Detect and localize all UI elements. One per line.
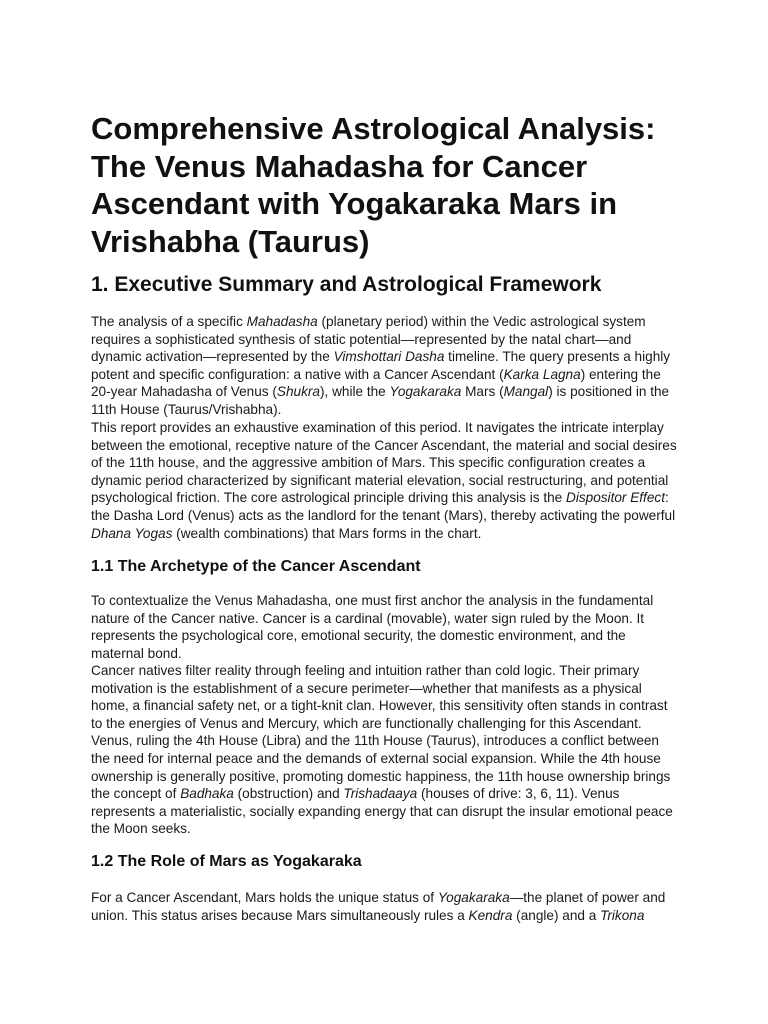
document-title: Comprehensive Astrological Analysis: The Venus Mahadasha for Cancer Ascendant with Yogakaraka Mars in Vrishabha (Taurus) <box>91 111 656 259</box>
text-run: —the planet of power and union. This status arises because Mars simultaneously rules a <box>91 890 666 923</box>
italic-term: Yogakaraka <box>389 384 462 400</box>
text-run: timeline. The query presents a highly potent and specific configuration: a native with a Cancer Ascendant ( <box>91 349 671 382</box>
paragraph <box>91 313 681 419</box>
subsection-heading-cancer-ascendant: 1.1 The Archetype of the Cancer Ascendant <box>91 558 421 575</box>
italic-term: Badhaka <box>180 786 234 802</box>
text-run: (wealth combinations) that Mars forms in the chart. <box>172 525 482 541</box>
paragraph <box>91 662 681 838</box>
text-run: (obstruction) and <box>233 786 344 802</box>
italic-term: Kendra <box>468 907 513 923</box>
text-run: For a Cancer Ascendant, Mars holds the unique status of <box>91 890 438 905</box>
italic-term: Shukra <box>276 384 320 400</box>
section-heading-executive-summary: 1. Executive Summary and Astrological Framework <box>91 273 602 296</box>
italic-term: Vimshottari Dasha <box>333 349 445 365</box>
text-run: Cancer natives filter reality through feeling and intuition rather than cold logic. Their primary motivation is the establishment of a secure perimeter—whether that manifests as a physical home, a financial safety net, or a tight-knit clan. However, this sensitivity often stands in contrast to the energies of Venus and Mercury, which are functionally challenging for this Ascendant. Venus, ruling the 4th House (Libra) and the 11th House (Taurus), introduces a conflict between the need for internal peace and the demands of external social expansion. While the 4th house ownership is generally positive, promoting domestic happiness, the 11th house ownership brings the concept of <box>91 663 671 802</box>
text-run: Mars ( <box>461 384 504 400</box>
text-run: The analysis of a specific <box>91 314 247 329</box>
italic-term: Karka Lagna <box>503 366 581 382</box>
text-run: (angle) and a <box>512 907 601 923</box>
text-run: : the Dasha Lord (Venus) acts as the landlord for the tenant (Mars), thereby activating the powerful <box>91 490 676 523</box>
italic-term: Trikona <box>600 907 645 923</box>
text-run: (houses of drive: 3, 6, 11). Venus represents a materialistic, socially expanding energy that can disrupt the insular emotional peace the Moon seeks. <box>91 786 673 837</box>
paragraph <box>91 592 681 662</box>
italic-term: Dhana Yogas <box>91 525 173 541</box>
text-run: This report provides an exhaustive examination of this period. It navigates the intricate interplay between the emotional, receptive nature of the Cancer Ascendant, the material and social desires of the 11th house, and the aggressive ambition of Mars. This specific configuration creates a dynamic period characterized by significant material elevation, social restructuring, and potential psychological friction. The core astrological principle driving this analysis is the <box>91 420 677 506</box>
italic-term: Trishadaaya <box>343 786 418 802</box>
subsection-heading-mars-yogakaraka: 1.2 The Role of Mars as Yogakaraka <box>91 853 362 870</box>
italic-term: Mahadasha <box>246 314 318 329</box>
text-run: (planetary period) within the Vedic astrological system requires a sophisticated synthesis of static potential—represented by the natal chart—and dynamic activation—represented by the <box>91 314 646 365</box>
text-run: To contextualize the Venus Mahadasha, one must first anchor the analysis in the fundamental nature of the Cancer native. Cancer is a cardinal (movable), water sign ruled by the Moon. It represents the psychological core, emotional security, the domestic environment, and the maternal bond. <box>91 593 654 661</box>
paragraph <box>91 419 681 542</box>
italic-term: Yogakaraka <box>437 890 510 905</box>
italic-term: Dispositor Effect <box>566 490 665 506</box>
text-run: ), while the <box>319 384 390 400</box>
text-run: ) entering the 20-year Mahadasha of Venus ( <box>91 366 661 400</box>
italic-term: Mangal <box>503 384 549 400</box>
text-run: ) is positioned in the 11th House (Taurus/Vrishabha). <box>91 384 670 417</box>
paragraph <box>91 889 681 924</box>
